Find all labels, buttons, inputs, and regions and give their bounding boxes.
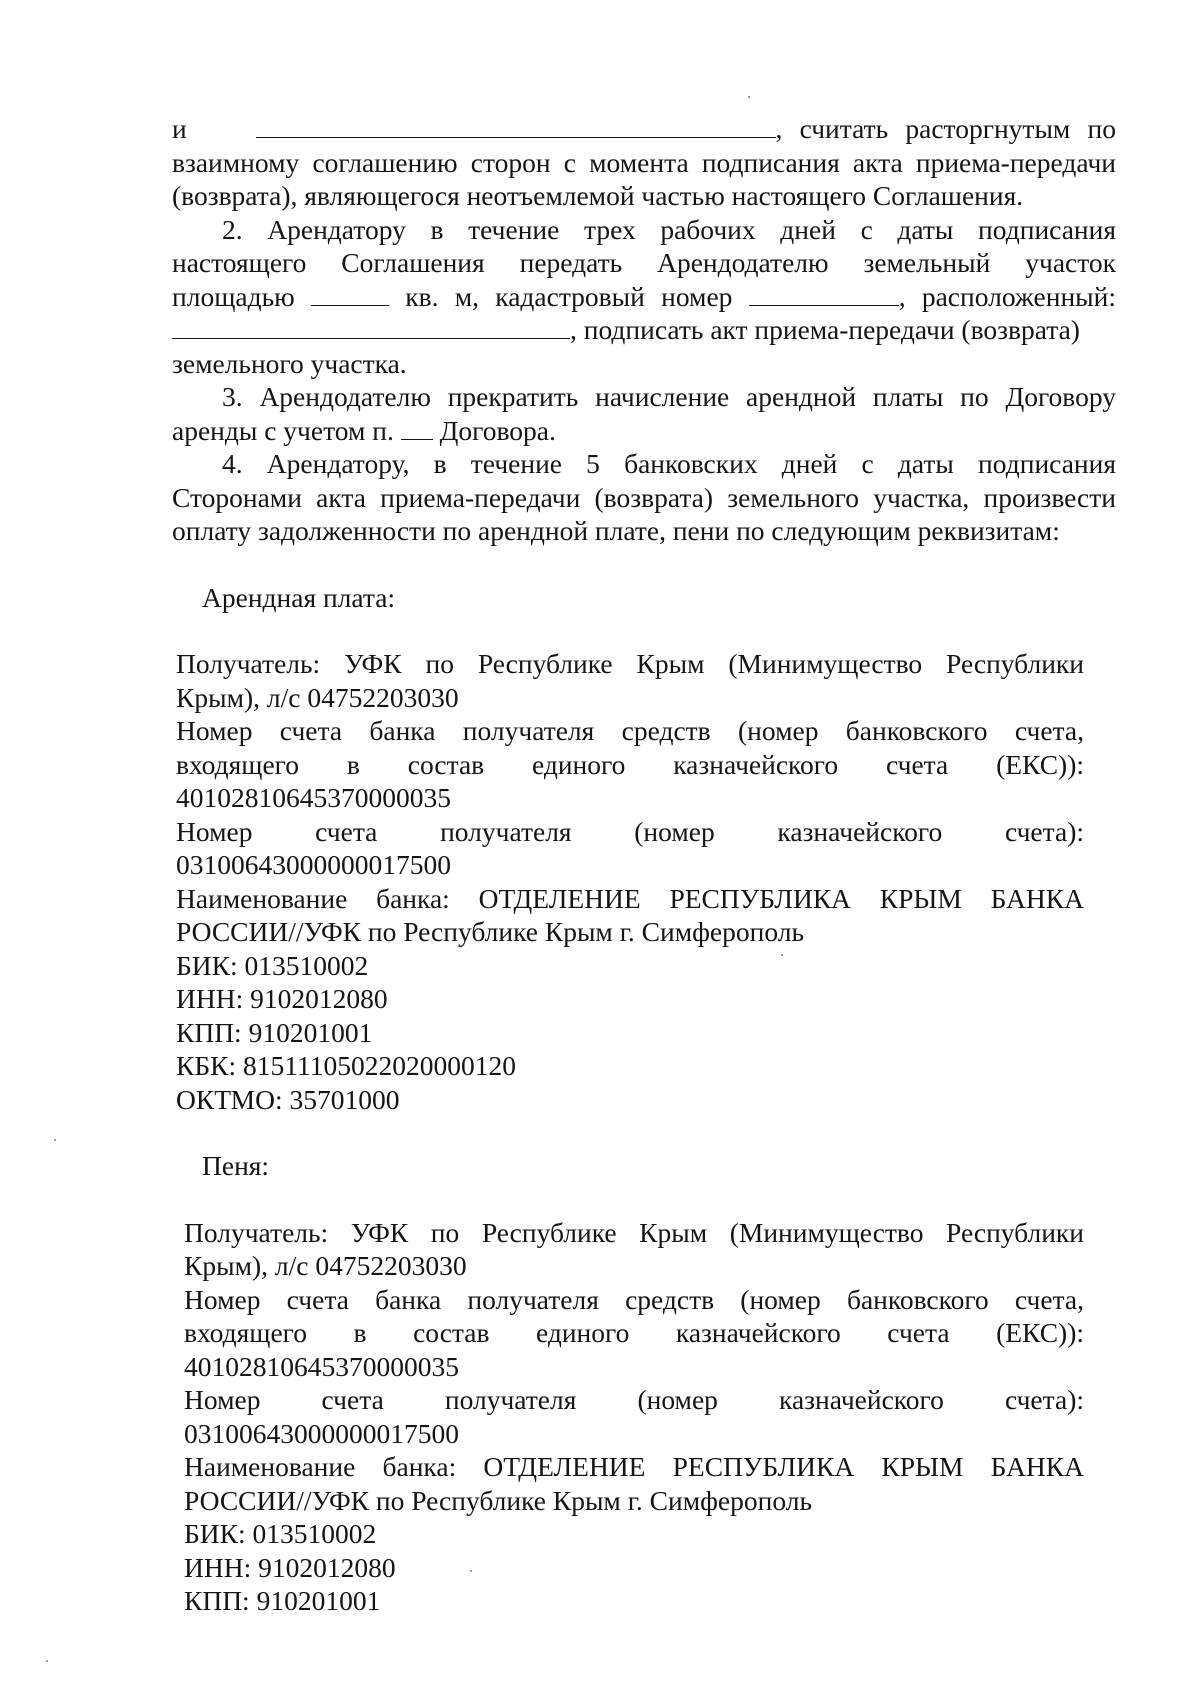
rent-bank-name-line2: РОССИИ//УФК по Республике Крым г. Симферополь (176, 916, 804, 947)
text-sign-act: , подписать акт приема-передачи (возврата) (570, 314, 1080, 345)
para4-line1: 4. Арендатору, в течение 5 банковских дней с даты подписания (222, 448, 1116, 479)
para4-line3: оплату задолженности по арендной плате, пени по следующим реквизитам: (172, 515, 1060, 546)
rent-recipient-line2: Крым), л/с 04752203030 (176, 681, 459, 713)
text-area-label: площадью (172, 280, 295, 312)
penalty-kpp: КПП: 910201001 (184, 1585, 381, 1616)
scan-speck (46, 1660, 48, 1662)
para1-line3: (возврата), являющегося неотъемлемой частью настоящего Соглашения. (172, 180, 1024, 211)
text-and: и (172, 113, 187, 144)
para2-line1: 2. Арендатору в течение трех рабочих дней с даты подписания (222, 213, 1116, 245)
rent-kbk: КБК: 81511105022020000120 (176, 1050, 516, 1081)
rent-bik: БИК: 013510002 (176, 949, 369, 981)
blank-field-location (172, 316, 570, 339)
penalty-bank-name-line2: РОССИИ//УФК по Республике Крым г. Симферополь (184, 1484, 812, 1516)
para1-line1 (172, 112, 1116, 146)
penalty-recipient-line2: Крым), л/с 04752203030 (184, 1250, 467, 1281)
penalty-recipient-account-line1: Номер счета получателя (номер казначейского счета): (184, 1384, 1084, 1415)
penalty-bik: БИК: 013510002 (184, 1518, 377, 1549)
blank-field-area (311, 283, 389, 306)
penalty-bank-account-number: 40102810645370000035 (184, 1350, 459, 1382)
rent-bank-name-line1: Наименование банка: ОТДЕЛЕНИЕ РЕСПУБЛИКА КРЫМ БАНКА (176, 882, 1084, 914)
blank-field-clause-number (401, 417, 433, 440)
penalty-bank-account-line2: входящего в состав единого казначейского счета (ЕКС)): (184, 1317, 1084, 1348)
rent-oktmo: ОКТМО: 35701000 (176, 1083, 400, 1115)
text-considered-terminated: , считать расторгнутым по (775, 113, 1116, 144)
text-lease-clause: аренды с учетом п. (172, 414, 394, 446)
penalty-recipient-line1: Получатель: УФК по Республике Крым (Минимущество Республики (184, 1216, 1084, 1248)
para2-line2: настоящего Соглашения передать Арендодателю земельный участок (172, 247, 1116, 278)
para2-line4 (172, 313, 1116, 347)
para3-line2 (172, 414, 1116, 448)
rent-heading: Арендная плата: (202, 581, 396, 613)
blank-field-cadastral-number (749, 283, 899, 306)
text-located: , расположенный: (898, 280, 1117, 312)
rent-kpp: КПП: 910201001 (176, 1016, 373, 1048)
scan-speck (54, 1139, 56, 1141)
blank-field-party (256, 115, 776, 138)
penalty-bank-account-line1: Номер счета банка получателя средств (номер банковского счета, (184, 1283, 1084, 1315)
para1-line2: взаимному соглашению сторон с момента подписания акта приема-передачи (172, 146, 1116, 178)
para2-line3 (172, 280, 1116, 314)
rent-recipient-account-line1: Номер счета получателя (номер казначейского счета): (176, 815, 1084, 847)
para3-line1: 3. Арендодателю прекратить начисление арендной платы по Договору (222, 381, 1116, 412)
rent-bank-account-number: 40102810645370000035 (176, 782, 451, 813)
rent-recipient-line1: Получатель: УФК по Республике Крым (Минимущество Республики (176, 648, 1084, 679)
penalty-inn: ИНН: 9102012080 (184, 1551, 396, 1583)
penalty-bank-name-line1: Наименование банка: ОТДЕЛЕНИЕ РЕСПУБЛИКА КРЫМ БАНКА (184, 1451, 1084, 1482)
para4-line2: Сторонами акта приема-передачи (возврата) земельного участка, произвести (172, 481, 1116, 513)
para2-line5: земельного участка. (172, 347, 407, 379)
text-cadastral-label: кв. м, кадастровый номер (405, 280, 733, 312)
penalty-requisites (172, 1216, 1084, 1618)
rent-inn: ИНН: 9102012080 (176, 983, 388, 1014)
scan-speck (748, 96, 750, 98)
penalty-recipient-account-number: 03100643000000017500 (184, 1417, 459, 1449)
scan-speck (470, 1570, 472, 1572)
rent-bank-account-line1: Номер счета банка получателя средств (номер банковского счета, (176, 715, 1084, 746)
document-page (172, 112, 1116, 1618)
penalty-heading: Пеня: (202, 1150, 270, 1181)
text-contract: Договора. (439, 414, 556, 446)
rent-recipient-account-number: 03100643000000017500 (176, 849, 451, 880)
rent-bank-account-line2: входящего в состав единого казначейского счета (ЕКС)): (176, 748, 1084, 780)
scan-speck (781, 954, 783, 956)
rent-requisites (172, 647, 1084, 1116)
